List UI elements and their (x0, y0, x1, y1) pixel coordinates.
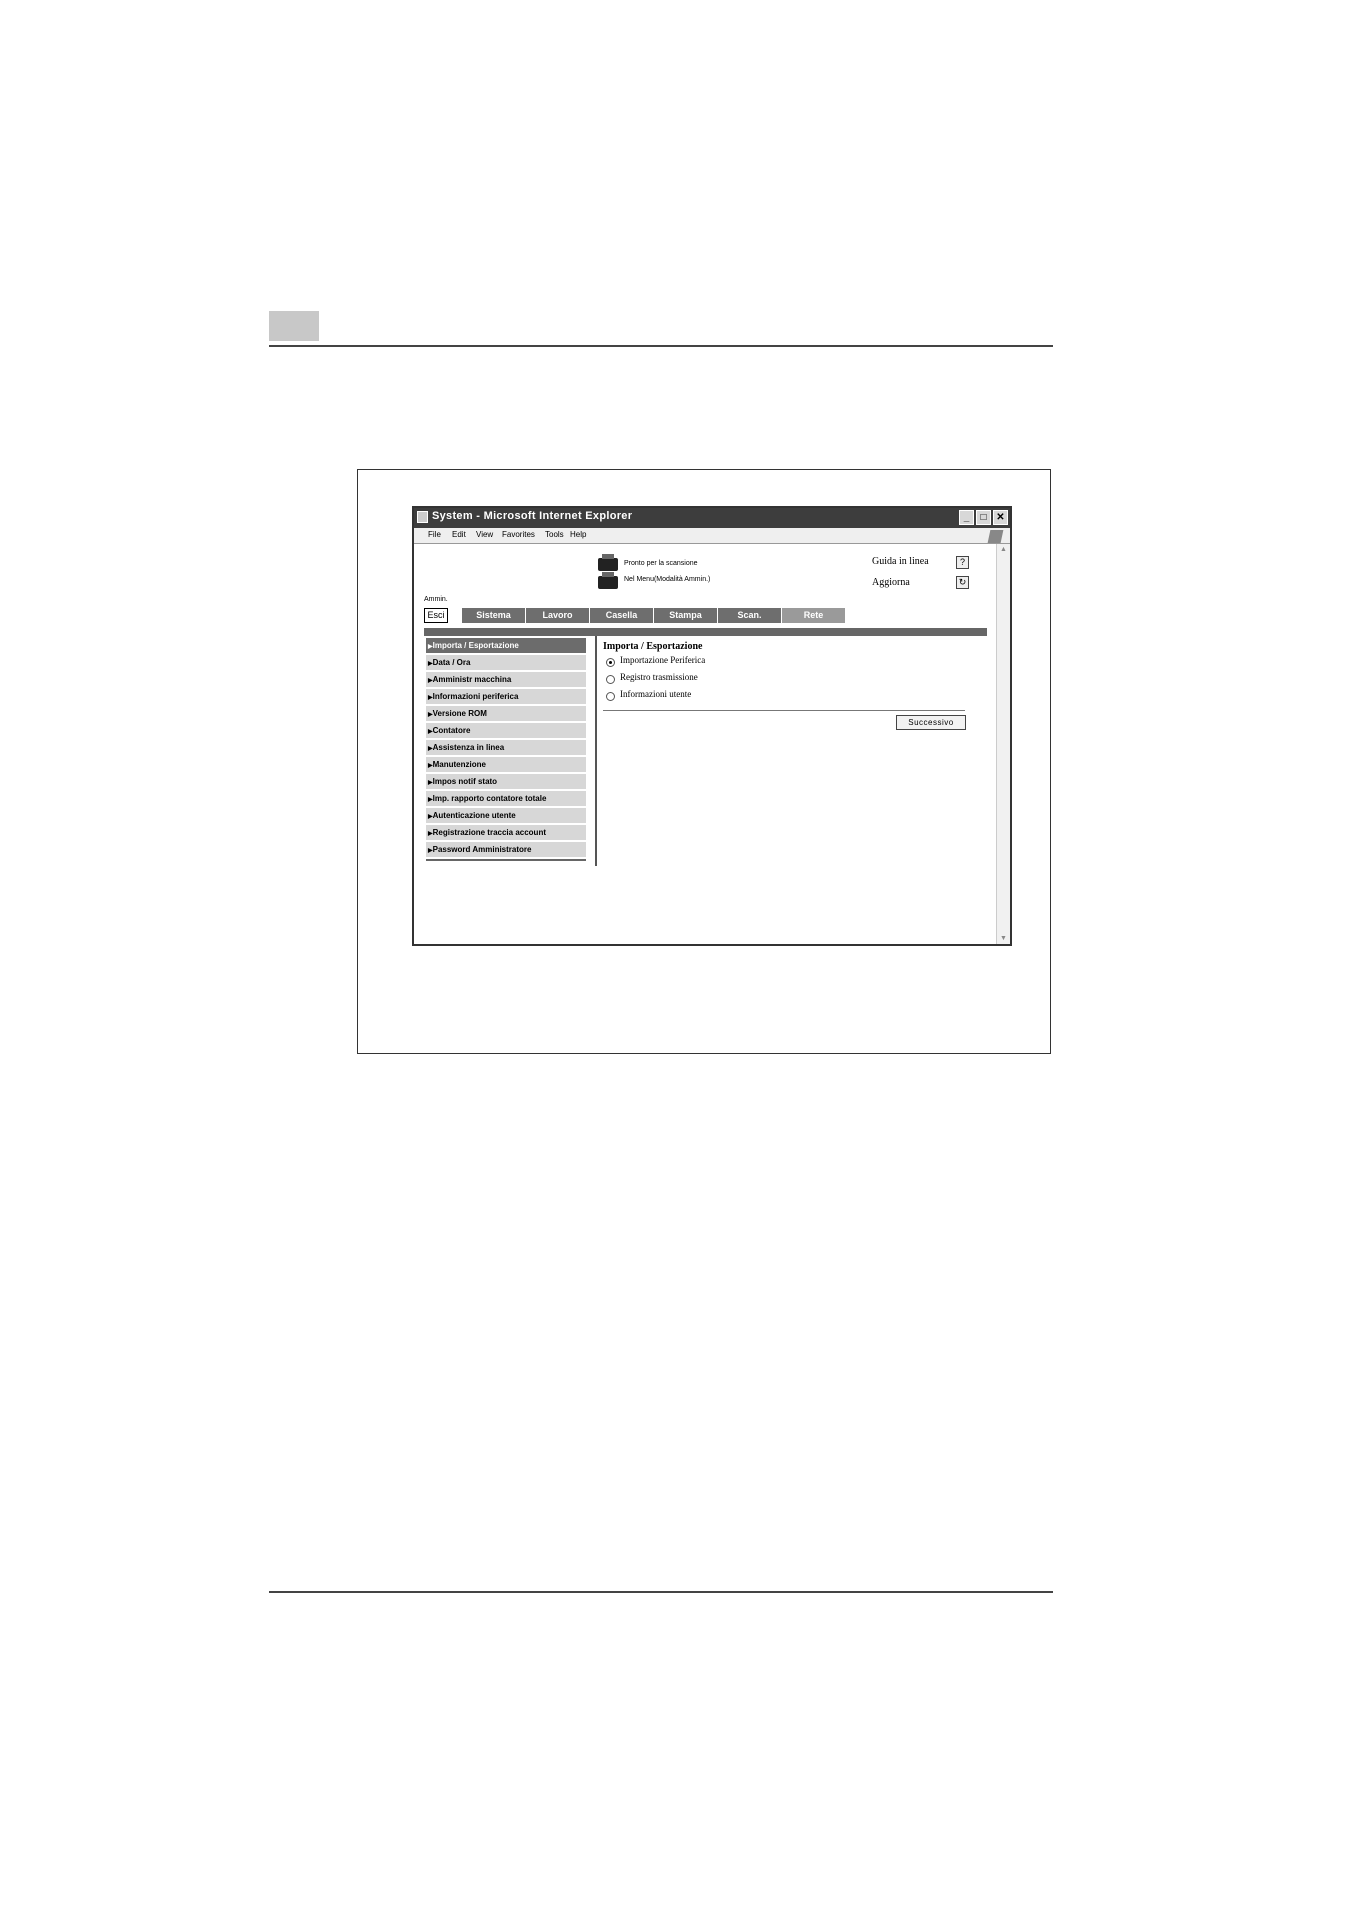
printer-icon (598, 558, 618, 571)
sidebar-bottom-rule (426, 859, 586, 861)
radio-label: Registro trasmissione (620, 672, 698, 682)
radio-label: Importazione Periferica (620, 655, 706, 665)
content-separator (603, 710, 965, 711)
sidebar-item-manutenzione[interactable]: ▶Manutenzione (426, 757, 586, 774)
printer-admin-icon (598, 576, 618, 589)
page-header-tab (269, 311, 319, 341)
arrow-right-icon: ▶ (428, 797, 433, 803)
refresh-icon[interactable]: ↻ (956, 576, 969, 589)
arrow-right-icon: ▶ (428, 780, 433, 786)
radio-registro-trasmissione[interactable] (606, 675, 615, 684)
sidebar-item-versione-rom[interactable]: ▶Versione ROM (426, 706, 586, 723)
help-link[interactable]: Guida in linea (872, 556, 929, 567)
scroll-down-icon[interactable]: ▼ (1000, 935, 1007, 942)
sidebar-item-informazioni-periferica[interactable]: ▶Informazioni periferica (426, 689, 586, 706)
arrow-right-icon: ▶ (428, 763, 433, 769)
status-admin-mode: Nel Menu(Modalità Ammin.) (624, 576, 711, 583)
tab-casella[interactable]: Casella (590, 608, 654, 623)
menu-edit[interactable]: Edit (452, 530, 466, 539)
arrow-right-icon: ▶ (428, 661, 433, 667)
vertical-scrollbar[interactable] (996, 544, 1010, 944)
tab-sistema[interactable]: Sistema (462, 608, 526, 623)
menu-file[interactable]: File (428, 530, 441, 539)
sidebar-item-registrazione-traccia[interactable]: ▶Registrazione traccia account (426, 825, 586, 842)
menu-tools[interactable]: Tools (545, 530, 564, 539)
menu-bar (414, 528, 1010, 544)
radio-label: Informazioni utente (620, 689, 692, 699)
sidebar-item-assistenza-in-linea[interactable]: ▶Assistenza in linea (426, 740, 586, 757)
arrow-right-icon: ▶ (428, 746, 433, 752)
arrow-right-icon: ▶ (428, 848, 433, 854)
title-bar (414, 508, 1010, 528)
window-title: System - Microsoft Internet Explorer (432, 510, 633, 522)
sidebar-item-password-amministratore[interactable]: ▶Password Amministratore (426, 842, 586, 859)
arrow-right-icon: ▶ (428, 729, 433, 735)
page-footer-rule (269, 1591, 1053, 1593)
sidebar-item-contatore[interactable]: ▶Contatore (426, 723, 586, 740)
arrow-right-icon: ▶ (428, 831, 433, 837)
menu-help[interactable]: Help (570, 530, 587, 539)
maximize-button[interactable]: □ (976, 510, 991, 525)
browser-window (412, 506, 1012, 946)
status-ready: Pronto per la scansione (624, 560, 698, 567)
content-divider (595, 636, 597, 866)
arrow-right-icon: ▶ (428, 678, 433, 684)
tab-underline-bar (424, 628, 987, 636)
tab-stampa[interactable]: Stampa (654, 608, 718, 623)
menu-favorites[interactable]: Favorites (502, 530, 535, 539)
window-app-icon (417, 511, 428, 523)
next-button[interactable]: Successivo (896, 715, 966, 730)
sidebar-item-amministr-macchina[interactable]: ▶Amministr macchina (426, 672, 586, 689)
menu-view[interactable]: View (476, 530, 494, 539)
tab-rete[interactable]: Rete (782, 608, 846, 623)
help-icon[interactable]: ? (956, 556, 969, 569)
tab-lavoro[interactable]: Lavoro (526, 608, 590, 623)
logout-button[interactable]: Esci (424, 608, 448, 623)
sidebar-item-impos-notif-stato[interactable]: ▶Impos notif stato (426, 774, 586, 791)
close-button[interactable]: ✕ (993, 510, 1008, 525)
radio-importazione-periferica[interactable] (606, 658, 615, 667)
content-title: Importa / Esportazione (603, 641, 703, 652)
arrow-right-icon: ▶ (428, 695, 433, 701)
ie-logo-icon (988, 530, 1004, 543)
sidebar-item-data-ora[interactable]: ▶Data / Ora (426, 655, 586, 672)
user-label: Ammin. (424, 596, 448, 603)
radio-informazioni-utente[interactable] (606, 692, 615, 701)
minimize-button[interactable]: _ (959, 510, 974, 525)
sidebar-item-importa-esportazione[interactable]: ▶Importa / Esportazione (426, 638, 586, 655)
page-header-rule (269, 345, 1053, 347)
arrow-right-icon: ▶ (428, 814, 433, 820)
sidebar-item-autenticazione-utente[interactable]: ▶Autenticazione utente (426, 808, 586, 825)
arrow-right-icon: ▶ (428, 644, 433, 650)
tab-scan[interactable]: Scan. (718, 608, 782, 623)
sidebar-item-imp-rapporto-contatore[interactable]: ▶Imp. rapporto contatore totale (426, 791, 586, 808)
page-viewport (414, 544, 1010, 944)
arrow-right-icon: ▶ (428, 712, 433, 718)
scroll-up-icon[interactable]: ▲ (1000, 546, 1007, 553)
refresh-link[interactable]: Aggiorna (872, 577, 910, 588)
